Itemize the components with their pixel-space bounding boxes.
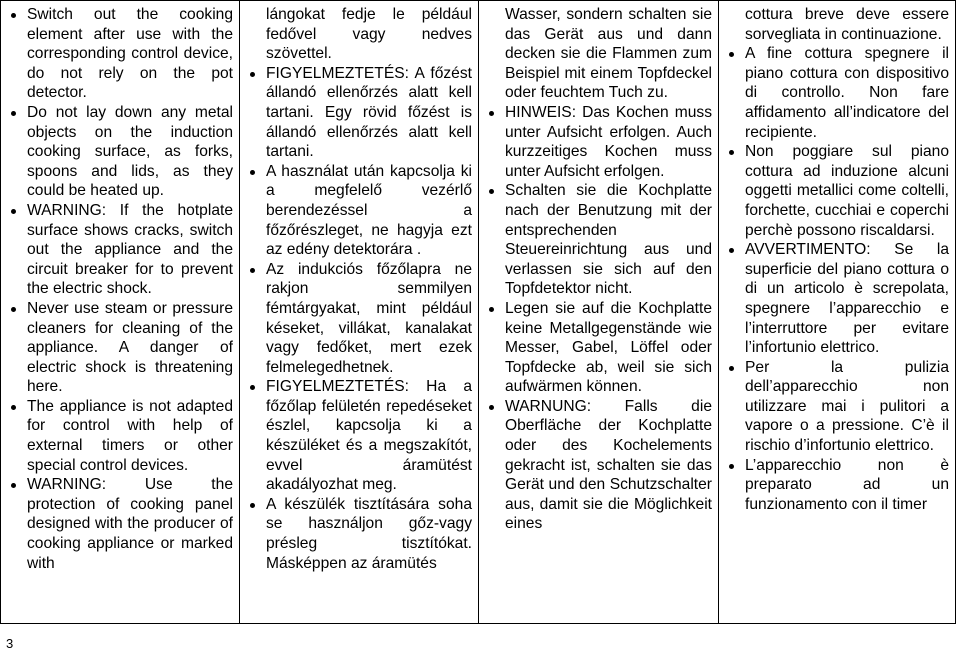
german-list bbox=[487, 5, 712, 534]
list-item: WARNING: Use the protection of cooking panel designed with the producer of cooking appliance or marked with bbox=[9, 475, 233, 573]
list-item: FIGYELMEZTETÉS: A főzést állandó ellenőrzés alatt kell tartani. Egy rövid főzést is állandó ellenőrzés alatt kell tartani. bbox=[248, 64, 472, 162]
list-item: Az indukciós főzőlapra ne rakjon semmilyen fémtárgyakat, mint például késeket, villákat, kanalakat vagy fedőket, mert ezek felmelegedhetnek. bbox=[248, 260, 472, 378]
list-item: L’apparecchio non è preparato ad un funzionamento con il timer bbox=[727, 456, 949, 515]
list-item: WARNING: If the hotplate surface shows cracks, switch out the appliance and the circuit breaker for to prevent the electric shock. bbox=[9, 201, 233, 299]
hungarian-list bbox=[248, 5, 472, 573]
list-item: Switch out the cooking element after use with the corresponding control device, do not rely on the pot detector. bbox=[9, 5, 233, 103]
list-item: WARNUNG: Falls die Oberfläche der Kochplatte oder des Kochelements gekracht ist, schalten sie das Gerät und den Schutzschalter aus, damit sie die Möglichkeit eines bbox=[487, 397, 712, 534]
column-hungarian bbox=[240, 1, 479, 623]
page-number: 3 bbox=[6, 636, 14, 651]
continuation-text: lángokat fedje le például fedővel vagy nedves szövettel. bbox=[266, 6, 472, 63]
column-english bbox=[1, 1, 240, 623]
continuation-text: cottura breve deve essere sorvegliata in continuazione. bbox=[745, 6, 949, 43]
continuation-text: Wasser, sondern schalten sie das Gerät aus und dann decken sie die Flammen zum Beispiel mit einem Topfdeckel oder feuchtem Tuch zu. bbox=[505, 6, 712, 102]
list-item: Non poggiare sul piano cottura ad induzione alcuni oggetti metallici come coltelli, forchette, cucchiai e coperchi perchè possono riscaldarsi. bbox=[727, 142, 949, 240]
list-item: Schalten sie die Kochplatte nach der Benutzung mit der entsprechenden Steuereinrichtung aus und verlassen sie sich auf den Topfdetektor nicht. bbox=[487, 181, 712, 299]
list-item: Per la pulizia dell’apparecchio non utilizzare mai i pulitori a vapore o a pressione. C’è il rischio d’infortunio elettrico. bbox=[727, 358, 949, 456]
list-item: Never use steam or pressure cleaners for cleaning of the appliance. A danger of electric shock is threatening here. bbox=[9, 299, 233, 397]
list-item: HINWEIS: Das Kochen muss unter Aufsicht erfolgen. Auch kurzzeitiges Kochen muss unter Aufsicht erfolgen. bbox=[487, 103, 712, 181]
column-italian bbox=[719, 1, 955, 623]
list-item: A fine cottura spegnere il piano cottura con dispositivo di controllo. Non fare affidamento all’indicatore del recipiente. bbox=[727, 44, 949, 142]
italian-list bbox=[727, 5, 949, 514]
list-item: FIGYELMEZTETÉS: Ha a főzőlap felületén repedéseket észlel, kapcsolja ki a készüléket és a megszakítót, evvel áramütést akadályozhat meg. bbox=[248, 377, 472, 495]
list-item: A készülék tisztítására soha se használjon gőz-vagy présleg tisztítókat. Másképpen az áramütés bbox=[248, 495, 472, 573]
list-item: Do not lay down any metal objects on the induction cooking surface, as forks, spoons and lids, as they could be heated up. bbox=[9, 103, 233, 201]
list-item: The appliance is not adapted for control with help of external timers or other special control devices. bbox=[9, 397, 233, 475]
english-list bbox=[9, 5, 233, 573]
list-item: Legen sie auf die Kochplatte keine Metallgegenstände wie Messer, Gabel, Löffel oder Topfdecke ab, weil sie sich aufwärmen können. bbox=[487, 299, 712, 397]
list-item: AVVERTIMENTO: Se la superficie del piano cottura o di un articolo è screpolata, spegnere l’apparecchio e l’interruttore per evitare l’infortunio elettrico. bbox=[727, 240, 949, 358]
column-german bbox=[479, 1, 719, 623]
list-item: A használat után kapcsolja ki a megfelelő vezérlő berendezéssel a főzőrészleget, ne hagyja ezt az edény detektorára . bbox=[248, 162, 472, 260]
